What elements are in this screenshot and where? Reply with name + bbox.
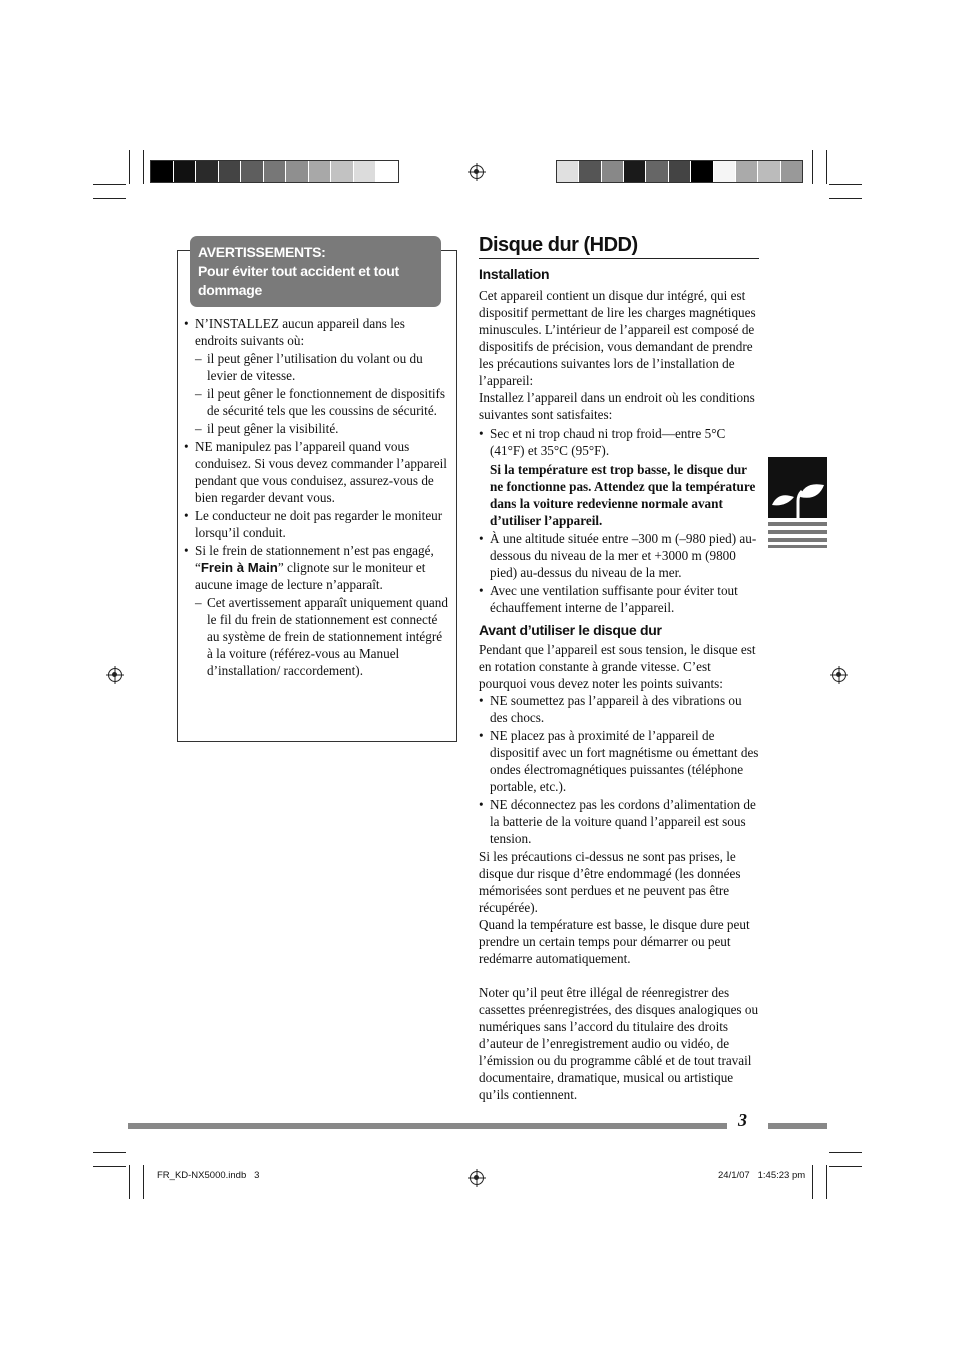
usage-paragraph: Si les précautions ci-dessus ne sont pas prises, le disque dur risque d’être endommagé (les données mémorisées sont perdues et ne peuvent pas être récupérée). [479, 849, 741, 915]
list-item: • NE déconnectez pas les cordons d’alimentation de la batterie de la voiture quand l’appareil est sous tension. [479, 796, 761, 847]
file-slug: FR_KD-NX5000.indb 3 [157, 1170, 260, 1181]
installation-paragraph: Cet appareil contient un disque dur intégré, qui est dispositif permettant de lire les charges magnétiques minuscules. L’intérieur de l’appareil est composé de dispositifs de précision, vous demandant de prendre les précautions suivantes lors de l’installation de l’appareil: [479, 288, 756, 388]
warning-subtitle: Pour éviter tout accident et tout dommage [198, 263, 399, 298]
grayscale-color-bar-right [556, 160, 803, 183]
crop-mark [826, 150, 827, 184]
crop-mark [93, 1152, 126, 1153]
warning-title: AVERTISSEMENTS: [198, 244, 326, 260]
temperature-warning: Si la température est trop basse, le disque dur ne fonctionne pas. Attendez que la température dans la voiture redevienne normale avant d’utiliser l’appareil. [490, 462, 756, 528]
usage-paragraph: Pendant que l’appareil est sous tension, le disque est en rotation constante à grande vitesse. C’est pourquoi vous devez noter les points suivants: [479, 642, 756, 691]
footer-bar-right [768, 1123, 827, 1129]
crop-mark [93, 184, 126, 185]
crop-mark [829, 198, 862, 199]
crop-mark [812, 1165, 813, 1199]
warning-list [184, 315, 449, 680]
tab-stripe [768, 522, 827, 526]
list-item: • NE soumettez pas l’appareil à des vibrations ou des chocs. [479, 692, 761, 726]
list-subitem: – il peut gêner l’utilisation du volant ou du levier de vitesse. [195, 350, 449, 384]
crop-mark [812, 150, 813, 184]
list-item: • Si le frein de stationnement n’est pas engagé, “Frein à Main” clignote sur le moniteur et aucune image de lecture n’apparaît. – Cet avertissement apparaît uniquement quand le fil du frein de stationnement est connecté au système de frein de stationnement intégré à la voiture (référez-vous au Manuel d’installation/ raccordement). [184, 542, 449, 679]
tab-stripe [768, 545, 827, 548]
usage-heading: Avant d’utiliser le disque dur [479, 622, 662, 638]
crop-mark [143, 1165, 144, 1199]
registration-mark-icon [832, 668, 846, 682]
crop-mark [129, 150, 130, 184]
list-subitem: – il peut gêner la visibilité. [195, 420, 449, 437]
hdd-content [479, 264, 761, 1103]
date-slug: 24/1/07 1:45:23 pm [718, 1170, 806, 1181]
list-item: • Sec et ni trop chaud ni trop froid—entre 5°C (41°F) et 35°C (95°F). Si la température est trop basse, le disque dur ne fonctionne pas. Attendez que la température dans la voiture redevienne normale avant d’utiliser l’appareil. [479, 425, 761, 529]
list-item: • N’INSTALLEZ aucun appareil dans les endroits suivants où: – il peut gêner l’utilisation du volant ou du levier de vitesse. – il peut gêner le fonctionnement de dispositifs de sécurité tels que les coussins de sécurité. – il peut gêner la visibilité. [184, 315, 449, 437]
crop-mark [829, 1152, 862, 1153]
page-number: 3 [738, 1110, 747, 1130]
warning-header [190, 236, 441, 307]
list-item: • À une altitude située entre –300 m (–980 pied) au-dessous du niveau de la mer et +3000 m (9800 pied) au-dessus du niveau de la mer. [479, 530, 761, 581]
parking-brake-indicator-text: Frein à Main [200, 560, 278, 575]
page-title: Disque dur (HDD) [479, 234, 638, 256]
crop-mark [129, 1165, 130, 1199]
crop-mark [826, 1165, 827, 1199]
crop-mark [829, 1166, 862, 1167]
list-item: • NE manipulez pas l’appareil quand vous conduisez. Si vous devez commander l’appareil pendant que vous conduisez, assurez-vous de bien regarder devant vous. [184, 438, 449, 506]
registration-mark-icon [108, 668, 122, 682]
installation-paragraph: Installez l’appareil dans un endroit où les conditions suivantes sont satisfaites: [479, 390, 755, 422]
installation-heading: Installation [479, 266, 550, 282]
title-rule [479, 258, 759, 259]
crop-mark [93, 1166, 126, 1167]
list-item: • Avec une ventilation suffisante pour éviter tout échauffement interne de l’appareil. [479, 582, 761, 616]
registration-mark-icon [470, 1171, 484, 1185]
crop-mark [143, 150, 144, 184]
grayscale-color-bar-left [150, 160, 399, 183]
crop-mark [93, 198, 126, 199]
usage-paragraph: Quand la température est basse, le disque dure peut prendre un certain temps pour démarrer ou peut redémarre automatiquement. [479, 917, 750, 966]
list-item: • Le conducteur ne doit pas regarder le moniteur lorsqu’il conduit. [184, 507, 449, 541]
copyright-note: Noter qu’il peut être illégal de réenregistrer des cassettes préenregistrées, des disques analogiques ou numériques sans l’accord du titulaire des droits d’auteur de l’enregistrement audio ou vidéo, de l’émission ou du programme câblé et de tout travail documentaire, dramatique, musical ou artistique qu’ils contiennent. [479, 985, 759, 1102]
footer-bar [128, 1123, 727, 1129]
list-subitem: – Cet avertissement apparaît uniquement quand le fil du frein de stationnement est connecté au système de frein de stationnement intégré à la voiture (référez-vous au Manuel d’installation/ raccordement). [195, 594, 449, 679]
sprout-icon [768, 457, 827, 518]
registration-mark-icon [470, 165, 484, 179]
tab-stripe [768, 530, 827, 534]
list-subitem: – il peut gêner le fonctionnement de dispositifs de sécurité tels que les coussins de sécurité. [195, 385, 449, 419]
crop-mark [829, 184, 862, 185]
tab-stripe [768, 538, 827, 542]
list-item: • NE placez pas à proximité de l’appareil de dispositif avec un fort magnétisme ou émettant des ondes électromagnétiques puissantes (téléphone portable, etc.). [479, 727, 761, 795]
